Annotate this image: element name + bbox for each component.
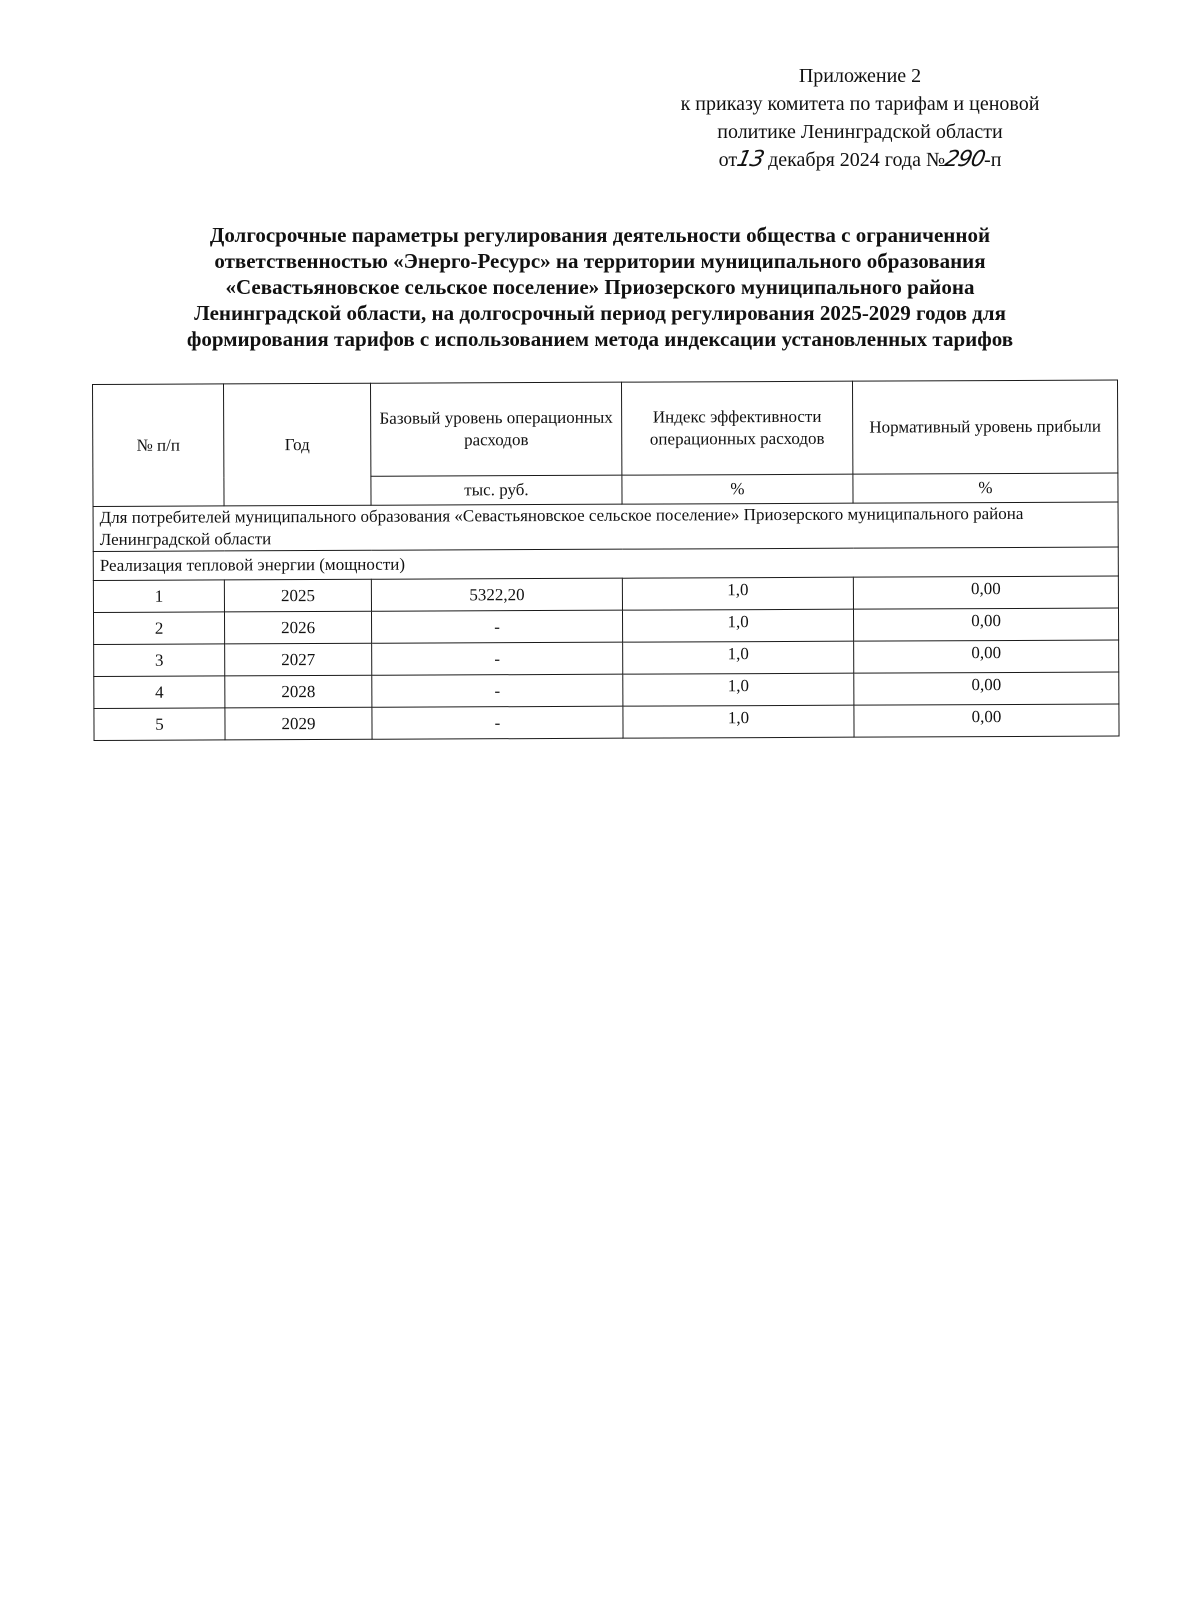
cell-index: 1,0 [623, 705, 854, 738]
cell-base: 5322,20 [371, 578, 622, 611]
document-title [110, 222, 1090, 352]
cell-no: 2 [93, 612, 224, 645]
header-profit-norm: Нормативный уровень прибыли [852, 380, 1117, 474]
table-row [94, 704, 1119, 740]
cell-norm: 0,00 [853, 608, 1118, 641]
cell-no: 1 [93, 580, 224, 613]
cell-base: - [372, 706, 623, 739]
appendix-title: Приложение 2 [798, 65, 922, 87]
appendix-date-line [640, 146, 1080, 174]
cell-index: 1,0 [623, 673, 854, 706]
table-row [94, 640, 1119, 676]
date-middle: декабря 2024 года № [768, 149, 946, 171]
title-line: «Севастьяновское сельское поселение» Приозерского муниципального района [225, 275, 975, 299]
handwritten-number: 290 [942, 147, 987, 172]
table-row [93, 576, 1118, 612]
unit-base: тыс. руб. [371, 475, 622, 505]
table-group-row [93, 502, 1118, 551]
appendix-order-ref: к приказу комитета по тарифам и ценовой [680, 93, 1040, 115]
title-line: ответственностью «Энерго-Ресурс» на территории муниципального образования [214, 249, 986, 273]
cell-year: 2026 [224, 611, 371, 644]
cell-no: 5 [94, 708, 225, 741]
cell-index: 1,0 [623, 641, 854, 674]
header-base-opex: Базовый уровень операционных расходов [370, 382, 621, 476]
cell-year: 2027 [225, 643, 372, 676]
parameters-table [92, 380, 1120, 741]
cell-base: - [372, 674, 623, 707]
table-header-row [93, 380, 1118, 477]
unit-index: % [622, 474, 853, 504]
cell-year: 2029 [225, 707, 372, 740]
cell-index: 1,0 [622, 609, 853, 642]
cell-index: 1,0 [622, 577, 853, 610]
title-line: Ленинградской области, на долгосрочный период регулирования 2025-2029 годов для [194, 301, 1006, 325]
cell-year: 2028 [225, 675, 372, 708]
header-no: № п/п [93, 384, 225, 507]
appendix-committee: политике Ленинградской области [717, 121, 1003, 143]
cell-no: 3 [94, 644, 225, 677]
header-year: Год [224, 383, 372, 506]
cell-norm: 0,00 [854, 640, 1119, 673]
table-section-row [93, 547, 1118, 580]
title-line: формирования тарифов с использованием метода индексации установленных тарифов [186, 327, 1014, 351]
table-row [94, 672, 1119, 708]
cell-norm: 0,00 [854, 672, 1119, 705]
unit-norm: % [853, 473, 1118, 503]
title-line: Долгосрочные параметры регулирования деятельности общества с ограниченной [209, 223, 991, 247]
group-label: Для потребителей муниципального образования «Севастьяновское сельское поселение» Приозерского муниципального района Ленинградской области [93, 502, 1118, 551]
handwritten-day: 13 [734, 147, 766, 172]
appendix-block [640, 62, 1080, 174]
cell-no: 4 [94, 676, 225, 709]
number-suffix: -п [984, 149, 1002, 171]
header-efficiency-index: Индекс эффективности операционных расходов [621, 381, 852, 475]
section-label: Реализация тепловой энергии (мощности) [93, 547, 1118, 580]
cell-norm: 0,00 [854, 704, 1119, 737]
cell-year: 2025 [224, 579, 371, 612]
table-row [93, 608, 1118, 644]
cell-base: - [371, 610, 622, 643]
date-prefix: от [718, 149, 738, 171]
cell-norm: 0,00 [853, 576, 1118, 609]
cell-base: - [372, 642, 623, 675]
